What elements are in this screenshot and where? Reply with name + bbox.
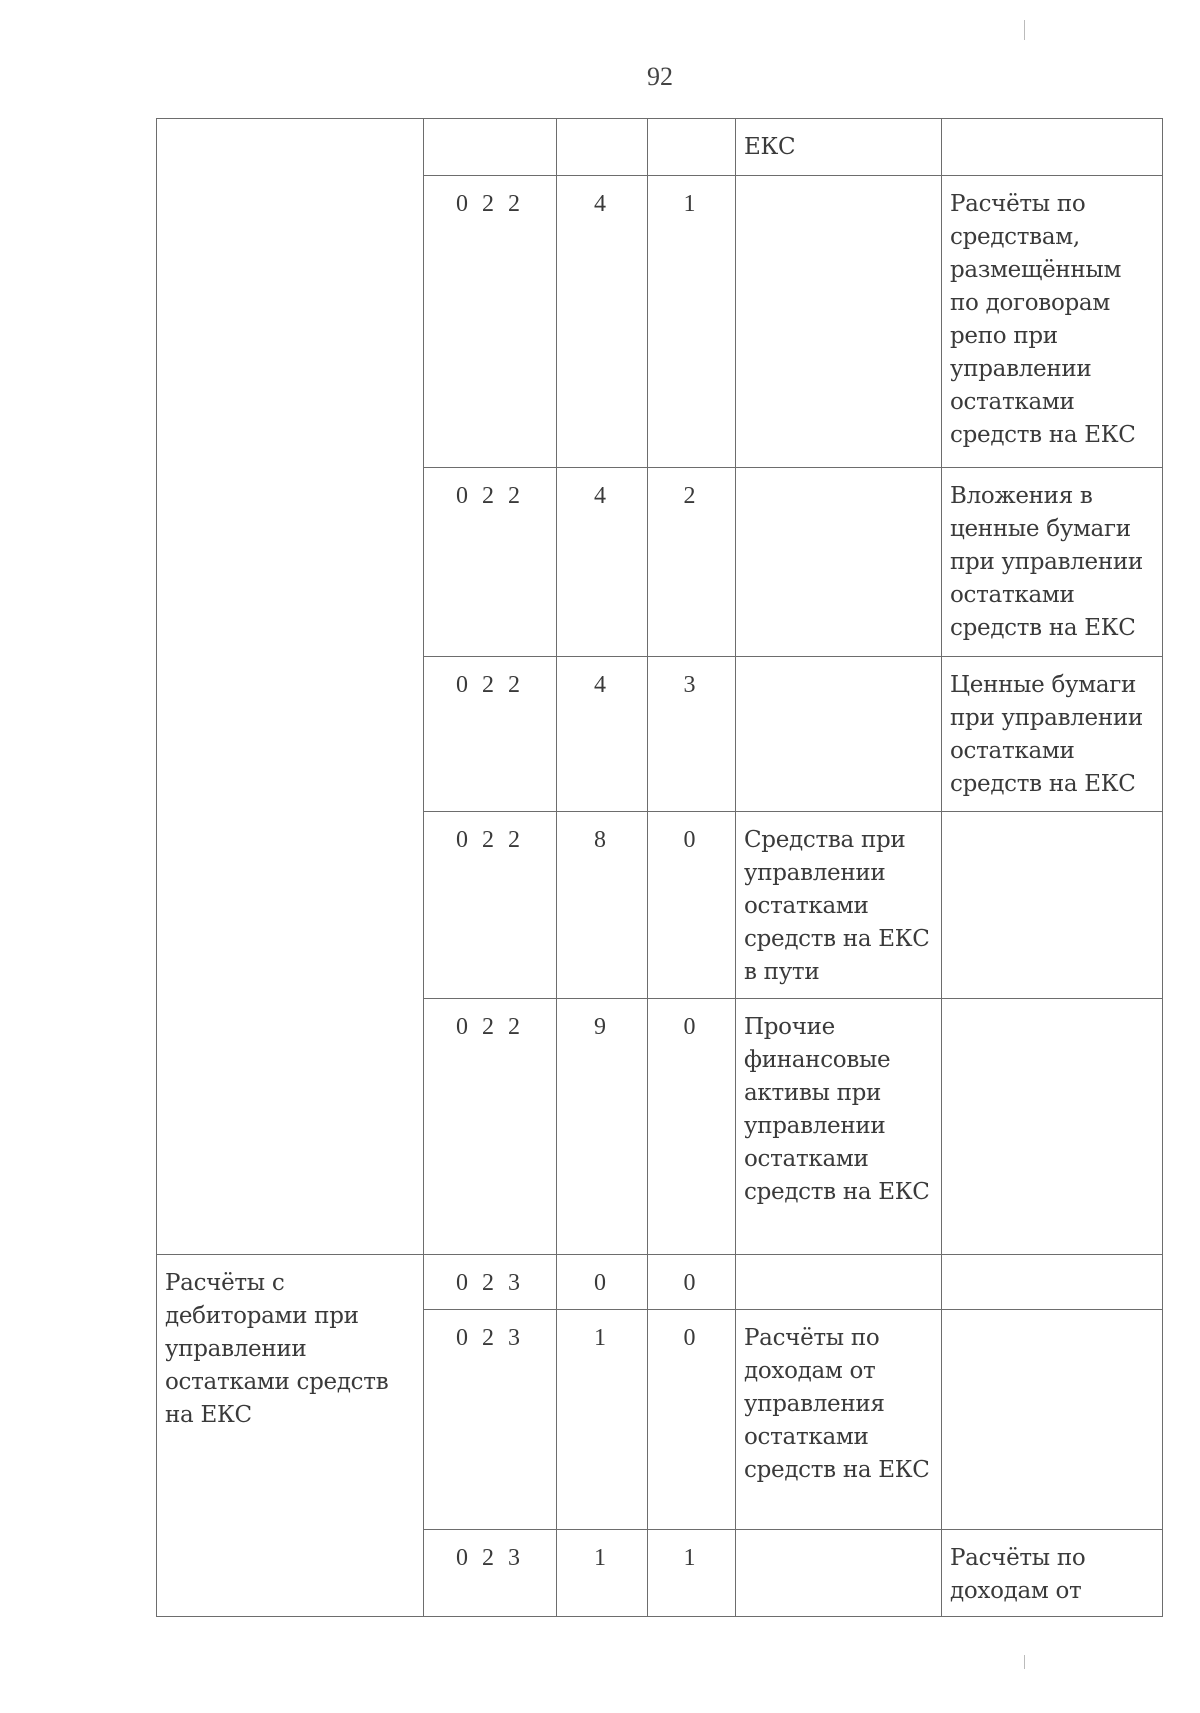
scan-artifact-line [1024,20,1025,40]
analytic-code-2-cell [647,118,735,175]
account-code-cell: 0 2 2 [423,175,556,467]
account-name-level2-cell [735,467,941,656]
accounts-table [156,118,1162,1616]
analytic-code-2-cell: 2 [647,467,735,656]
analytic-code-1-cell: 0 [556,1254,647,1309]
account-name-level3-cell [941,998,1162,1254]
page-number: 92 [647,62,673,91]
account-name-level3-cell: Расчёты по средствам, размещённым по договорам репо при управлении остатками средств на ЕКС [941,175,1162,467]
account-name-level3-cell [941,1309,1162,1529]
group-name-cell: Расчёты с дебиторами при управлении остатками средств на ЕКС [156,1254,423,1616]
analytic-code-1-cell: 4 [556,467,647,656]
analytic-code-1-cell: 4 [556,656,647,811]
analytic-code-2-cell: 3 [647,656,735,811]
analytic-code-2-cell: 0 [647,1254,735,1309]
analytic-code-1-cell [556,118,647,175]
account-name-level2-cell: Расчёты по доходам от управления остатками средств на ЕКС [735,1309,941,1529]
account-code-cell: 0 2 2 [423,998,556,1254]
account-name-level3-cell [941,1254,1162,1309]
analytic-code-1-cell: 8 [556,811,647,998]
account-code-cell: 0 2 3 [423,1254,556,1309]
account-name-level3-cell [941,811,1162,998]
account-name-level3-cell: Расчёты по доходам от [941,1529,1162,1616]
account-code-cell: 0 2 2 [423,656,556,811]
account-name-level2-cell: Средства при управлении остатками средств на ЕКС в пути [735,811,941,998]
analytic-code-1-cell: 9 [556,998,647,1254]
account-name-level3-cell: Вложения в ценные бумаги при управлении остатками средств на ЕКС [941,467,1162,656]
analytic-code-1-cell: 1 [556,1529,647,1616]
analytic-code-2-cell: 1 [647,175,735,467]
scan-artifact-line [1024,1655,1025,1669]
account-code-cell: 0 2 2 [423,811,556,998]
analytic-code-1-cell: 4 [556,175,647,467]
account-name-level2-cell [735,1529,941,1616]
analytic-code-2-cell: 1 [647,1529,735,1616]
account-code-cell: 0 2 3 [423,1309,556,1529]
account-name-level2-cell: ЕКС [735,118,941,175]
account-code-cell [423,118,556,175]
account-code-cell: 0 2 3 [423,1529,556,1616]
analytic-code-1-cell: 1 [556,1309,647,1529]
analytic-code-2-cell: 0 [647,811,735,998]
account-name-level2-cell [735,1254,941,1309]
account-name-level3-cell [941,118,1162,175]
analytic-code-2-cell: 0 [647,998,735,1254]
account-name-level2-cell [735,175,941,467]
account-name-level3-cell: Ценные бумаги при управлении остатками средств на ЕКС [941,656,1162,811]
account-code-cell: 0 2 2 [423,467,556,656]
group-name-cell [156,118,423,1254]
analytic-code-2-cell: 0 [647,1309,735,1529]
account-name-level2-cell: Прочие финансовые активы при управлении остатками средств на ЕКС [735,998,941,1254]
account-name-level2-cell [735,656,941,811]
